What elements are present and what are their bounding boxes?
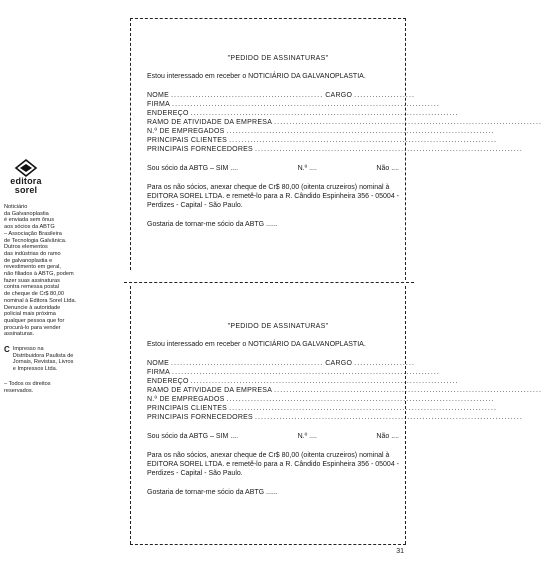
- fill-line[interactable]: ........................................................................................: [190, 110, 459, 117]
- form-intro: Estou interessado em receber o NOTICIÁRIO DA GALVANOPLASTIA.: [147, 73, 366, 80]
- fill-line[interactable]: ........................................................................................: [226, 396, 495, 403]
- suppliers-field[interactable]: [147, 145, 523, 154]
- field-label: ENDEREÇO: [147, 378, 189, 385]
- coupon-1-left-border: [130, 18, 131, 270]
- form-intro: Estou interessado em receber o NOTICIÁRIO DA GALVANOPLASTIA.: [147, 341, 366, 348]
- cut-line: [124, 282, 414, 283]
- member-no-option[interactable]: Não ....: [376, 433, 399, 440]
- name-field[interactable]: [147, 91, 416, 100]
- field-label: PRINCIPAIS CLIENTES: [147, 405, 228, 412]
- clients-field[interactable]: [147, 404, 498, 413]
- field-label: PRINCIPAIS FORNECEDORES: [147, 414, 253, 421]
- member-number-field[interactable]: N.º ....: [297, 165, 317, 172]
- fill-line[interactable]: ........................................................................................: [172, 101, 440, 108]
- fill-line[interactable]: ....................: [354, 92, 416, 99]
- fill-line[interactable]: ........................................................................................: [229, 405, 498, 412]
- printer-text: Impresso na Distribuidora Paulista de Jornais, Revistas, Livros e Impressos Ltda.: [12, 346, 74, 373]
- field-label: FIRMA: [147, 101, 171, 108]
- field-label: NOME: [147, 360, 169, 367]
- membership-row: [147, 165, 409, 172]
- coupon-2-left-border: [130, 286, 131, 544]
- member-yes-option[interactable]: Sou sócio da ABTG – SIM ....: [147, 433, 239, 440]
- fill-line[interactable]: ........................................................................................: [254, 146, 523, 153]
- address-field[interactable]: [147, 377, 459, 386]
- fill-line[interactable]: ....................: [354, 360, 416, 367]
- form-heading: "PEDIDO DE ASSINATURAS": [227, 323, 329, 330]
- page-number: 31: [396, 548, 404, 555]
- field-label: CARGO: [325, 92, 353, 99]
- form-fields: [147, 91, 542, 154]
- form-heading: "PEDIDO DE ASSINATURAS": [227, 55, 329, 62]
- field-label: PRINCIPAIS CLIENTES: [147, 137, 228, 144]
- fill-line[interactable]: ........................................................................................: [172, 369, 440, 376]
- member-number-field[interactable]: N.º ....: [297, 433, 317, 440]
- business-line-field[interactable]: [147, 118, 542, 127]
- employees-field[interactable]: [147, 127, 495, 136]
- membership-row: [147, 433, 409, 440]
- member-yes-option[interactable]: Sou sócio da ABTG – SIM ....: [147, 165, 239, 172]
- fill-line[interactable]: ........................................................................................: [274, 119, 542, 126]
- subscription-form-1: [147, 55, 542, 228]
- rights-reserved: – Todos os direitos reservados.: [4, 380, 51, 394]
- payment-instructions: Para os não sócios, anexar cheque de Cr$ 80,00 (oitenta cruzeiros) nominal à EDITORA SOREL LTDA. e remetê-lo para a R. Cândido Espinheira 356 - 05004 - Perdizes - Capital - São Paulo.: [147, 452, 399, 477]
- join-request[interactable]: Gostaria de tornar-me sócio da ABTG ......: [147, 489, 278, 496]
- subscription-form-2: [147, 323, 542, 496]
- form-fields: [147, 359, 542, 422]
- field-label: NOME: [147, 92, 169, 99]
- printer-credit: [4, 346, 84, 373]
- subscription-note: Noticiário da Galvanoplastia é enviada sem ônus aos sócios da ABTG – Associação Brasileira de Tecnologia Galvânica. Dutros elementos das indústrias do ramo de galvanoplastia e revestimento em geral, não filiados à ABTG, podem fazer suas assinaturas contra remessa postal de cheque de Cr$ 80,00 nominal à Editora Sorel Ltda. Denuncie à autoridade policial mais próxima qualquer pessoa que for procurá-lo para vender assinaturas.: [4, 204, 77, 338]
- field-label: ENDEREÇO: [147, 110, 189, 117]
- fill-line[interactable]: ........................................................................................: [190, 378, 459, 385]
- sidebar: [2, 160, 84, 394]
- logo-mark-icon: [16, 160, 36, 176]
- fill-line[interactable]: ........................................................................................: [229, 137, 498, 144]
- coupon-1-top-border: [130, 18, 406, 19]
- field-label: N.º DE EMPREGADOS: [147, 396, 225, 403]
- join-request[interactable]: Gostaria de tornar-me sócio da ABTG ......: [147, 221, 278, 228]
- fill-line[interactable]: ........................................................................................: [226, 128, 495, 135]
- fill-line[interactable]: ..................................................: [171, 92, 324, 99]
- address-field[interactable]: [147, 109, 459, 118]
- fill-line[interactable]: ..................................................: [171, 360, 324, 367]
- business-line-field[interactable]: [147, 386, 542, 395]
- field-label: PRINCIPAIS FORNECEDORES: [147, 146, 253, 153]
- coupon-2-bottom-border: [130, 544, 406, 545]
- name-field[interactable]: [147, 359, 416, 368]
- employees-field[interactable]: [147, 395, 495, 404]
- field-label: CARGO: [325, 360, 353, 367]
- payment-instructions: Para os não sócios, anexar cheque de Cr$ 80,00 (oitenta cruzeiros) nominal à EDITORA SOREL LTDA. e remetê-lo para a R. Cândido Espinheira 356 - 05004 - Perdizes - Capital - São Paulo.: [147, 184, 399, 209]
- fill-line[interactable]: ........................................................................................: [274, 387, 542, 394]
- field-label: RAMO DE ATIVIDADE DA EMPRESA: [147, 387, 273, 394]
- field-label: FIRMA: [147, 369, 171, 376]
- suppliers-field[interactable]: [147, 413, 523, 422]
- copyright-icon: C: [4, 345, 10, 355]
- clients-field[interactable]: [147, 136, 498, 145]
- member-no-option[interactable]: Não ....: [376, 165, 399, 172]
- company-field[interactable]: [147, 368, 440, 377]
- logo-text: editora sorel: [10, 176, 42, 195]
- field-label: N.º DE EMPREGADOS: [147, 128, 225, 135]
- editora-sorel-logo: [6, 160, 46, 196]
- company-field[interactable]: [147, 100, 440, 109]
- field-label: RAMO DE ATIVIDADE DA EMPRESA: [147, 119, 273, 126]
- fill-line[interactable]: ........................................................................................: [254, 414, 523, 421]
